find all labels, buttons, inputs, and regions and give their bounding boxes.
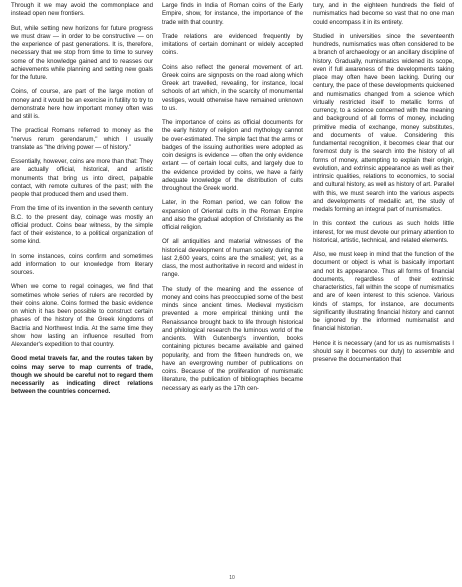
paragraph: In some instances, coins confirm and sometimes add information to our knowledge from literary sources. bbox=[11, 252, 153, 276]
paragraph: But, while setting new horizons for future progress we must draw — in order to be constructive — on the experience of past generations. It is, therefore, necessary that we stop from time to time to survey some of the knowledge gained and to reasses our achievements while planning and setting new goals for the future. bbox=[11, 24, 153, 81]
paragraph: Good metal travels far, and the routes taken by coins may serve to map currents of trade, though we should be careful not to regard them necessarily as indicating direct relations between the countries concerned. bbox=[11, 355, 153, 396]
paragraph: tury, and in the eighteen hundreds the field of numismatics had become so vast that no one man could encompass it in its entirety. bbox=[313, 2, 454, 26]
paragraph: Coins also reflect the general movement of art. Greek coins are signposts on the road along which Greek art travelled, revealing, for instance, local schools of art which, in the scarcity of monumental vestiges, would otherwise have remained unknown to us. bbox=[162, 63, 303, 112]
paragraph: Trade relations are evidenced frequently by imitations of certain dominant or widely accepted coins. bbox=[162, 32, 303, 57]
paragraph: In this context the curious as such holds little interest, for we must devote our primary attention to historical, artistic, technical, and related elements. bbox=[313, 220, 454, 244]
paragraph: The practical Romans referred to money as the "nervus rerum gerendarum," which I usually translate as "the driving power — of history." bbox=[11, 127, 153, 151]
paragraph: When we come to regal coinages, we find that sometimes whole series of rulers are recorded by their coins alone. Coins formed the basic evidence on which it has been possible to construct certain phases of the history of the Greek kingdoms of Bactria and Northwest India. At the same time they show how lasting an influence resulted from Alexander's expedition to that country. bbox=[11, 283, 153, 348]
paragraph: Large finds in India of Roman coins of the Early Empire, show, for instance, the importance of the trade with that country. bbox=[162, 2, 303, 26]
text-column-1 bbox=[11, 2, 153, 403]
paragraph: Through it we may avoid the commonplace and instead open new frontiers. bbox=[11, 2, 153, 18]
page-number: 10 bbox=[229, 575, 235, 581]
paragraph: Also, we must keep in mind that the function of the document or object is what is basically important and not its appearance. Thus all forms of financial documents, regardless of their extrinsic characteristics, fall within the scope of numismatics and are of keen interest to this science. Various kinds of stamps, for instance, are documents significantly illustrating financial history and cannot be ignored by the informed numismatist and financial historian. bbox=[313, 251, 454, 333]
paragraph: Coins, of course, are part of the large motion of money and it would be an exercise in futility to try to demonstrate here how important money often was and still is. bbox=[11, 88, 153, 120]
paragraph: From the time of its invention in the seventh century B.C. to the present day, coinage was mostly an official product. Coins bear witness, by the simple fact of their existence, to a political organization of some kind. bbox=[11, 205, 153, 246]
paragraph: The importance of coins as official documents for the early history of religion and mythology cannot be over-estimated. The simple fact that the arms or badges of the issuing authorities were adopted as coin designs is evidence — often the only evidence extant — of certain local cults, and largely due to the evidence provided by coins, we have a fairly adequate knowledge of the distribution of cults throughout the Greek world. bbox=[162, 119, 303, 192]
paragraph: Of all antiquities and material witnesses of the historical development of human society during the last 2,600 years, coins are the smallest; yet, as a class, the most authoritative in record and widest in range. bbox=[162, 238, 303, 279]
paragraph: Essentially, however, coins are more than that: They are actually official, historical, and artistic monuments that bring us into direct, palpable contact, with remote cultures of the past; with the people that produced them and used them. bbox=[11, 158, 153, 198]
paragraph: Hence it is necessary (and for us as numismatists I should say it becomes our duty) to assemble and preserve the documentation that bbox=[313, 339, 454, 363]
paragraph: Studied in universities since the seventeenth hundreds, numismatics was often considered to be a branch of archaeology or an ancillary discipline of history. Gradually, numismatics widened its scope, even if full awareness of the developments taking place may often have been lacking. During our century, the pace of these developments quickened and numismatics changed from a science which virtually restricted itself to metallic forms of currency, to a science concerned with the meaning and background of all forms of money, including primitive media of exchange, money substitutes, and documents of value. Considering this fundamental recognition, it becomes clear that our foremost duty is the search into the history of all forms of money, attempting to explain their origin, evolution, and extrinsic appearance as well as their intrinsic qualities, relations to economics, to social and cultural history, as well as history of art. Parallel with this, we must search into the various aspects and developments of medallic art, the study of medals forming an integral part of numismatics. bbox=[313, 32, 454, 213]
text-column-3 bbox=[313, 2, 454, 370]
paragraph: The study of the meaning and the essence of money and coins has preoccupied some of the best minds since ancient times. Medieval mysticism prevented a more empirical thinking until the Renaissance brought back to life through historical and philological research the luminous world of the ancients. With Gutenberg's invention, books containing pictures became available and gained popularity, and from the fifteen hundreds on, we have an evergrowing number of publications on coins. Because of the proliferation of numismatic literature, the publication of bibliographies became necessary as early as the 17th cen- bbox=[162, 285, 303, 392]
paragraph: Later, in the Roman period, we can follow the expansion of Oriental cults in the Roman Empire and also the gradual adoption of Christianity as the official religion. bbox=[162, 199, 303, 231]
text-column-2 bbox=[162, 2, 303, 399]
